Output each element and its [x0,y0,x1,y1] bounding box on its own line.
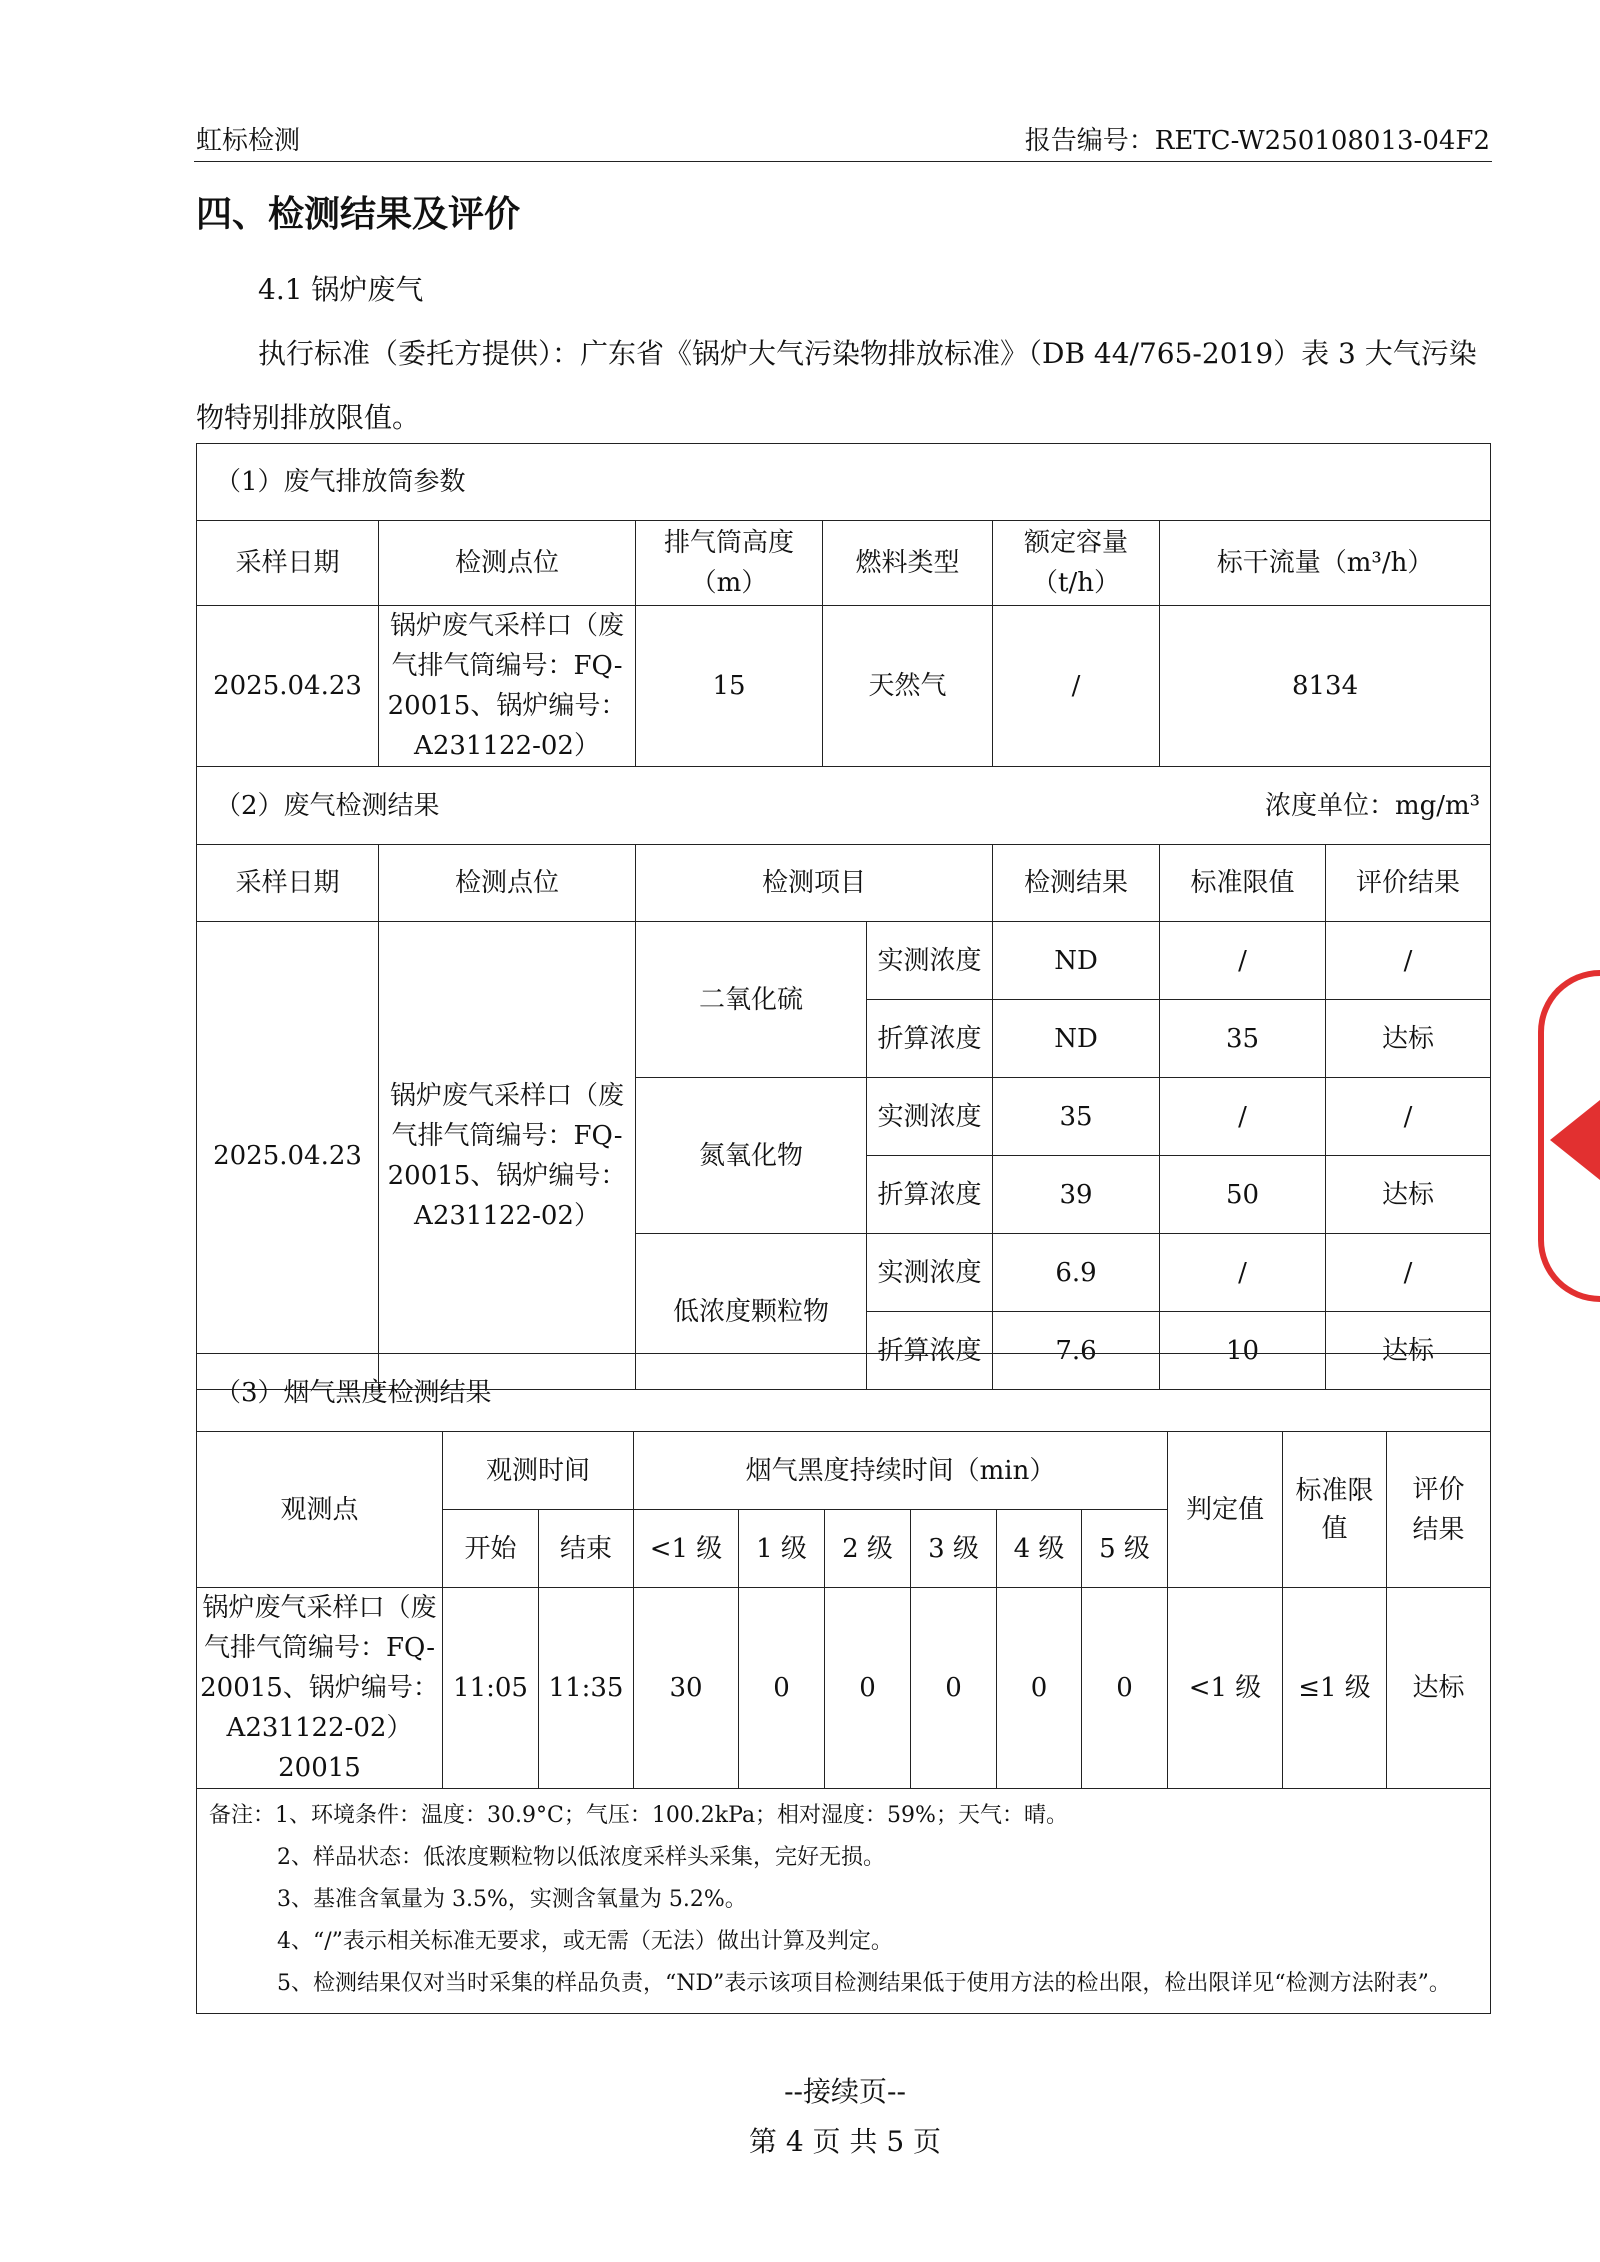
section-heading: 四、检测结果及评价 [196,194,521,235]
concentration-unit: 浓度单位：mg/m³ [1264,790,1481,821]
table-header: 1 级 [739,1510,825,1588]
table-cell: 0 [825,1588,911,1789]
table-header: 额定容量（t/h） [993,521,1160,606]
results-table-lower [196,1353,1491,2014]
table-cell: ND [993,922,1160,1000]
table-header: 开始 [443,1510,539,1588]
table-cell: 锅炉废气采样口（废气排气筒编号：FQ-20015、锅炉编号：A231122-02）20015 [197,1588,443,1789]
table-cell: 实测浓度 [867,1078,993,1156]
table-cell: ≤1 级 [1283,1588,1387,1789]
table-cell: 达标 [1326,1156,1491,1234]
table-cell: / [1160,922,1326,1000]
table-header: 观测点 [197,1432,443,1588]
table-cell: 35 [1160,1000,1326,1078]
table-cell: 35 [993,1078,1160,1156]
table-cell: / [1326,1078,1491,1156]
table-header: 燃料类型 [823,521,993,606]
table-cell: / [993,606,1160,767]
table-cell: 6.9 [993,1234,1160,1312]
table-cell: 15 [636,606,823,767]
table-cell: 折算浓度 [867,1312,993,1390]
section3-title: （3）烟气黑度检测结果 [197,1354,1491,1432]
table-header: 观测时间 [443,1432,634,1510]
table-cell: / [1160,1078,1326,1156]
table-cell: 0 [739,1588,825,1789]
table-cell: 39 [993,1156,1160,1234]
table-cell: 10 [1160,1312,1326,1390]
table-header: 检测点位 [379,845,636,922]
table-cell: 0 [911,1588,997,1789]
table-header: 5 级 [1082,1510,1168,1588]
table-cell: / [1160,1234,1326,1312]
table-cell: ND [993,1000,1160,1078]
table-header: 标干流量（m³/h） [1160,521,1491,606]
table-cell: 7.6 [993,1312,1160,1390]
note: 4、“/”表示相关标准无要求，或无需（无法）做出计算及判定。 [277,1929,893,1954]
table-cell: <1 级 [1168,1588,1283,1789]
notes-cell [197,1789,1491,2014]
table-cell: 低浓度颗粒物 [636,1234,867,1390]
table-cell: / [1326,922,1491,1000]
note: 备注：1、环境条件：温度：30.9°C；气压：100.2kPa；相对湿度：59%；天气：晴。 [209,1803,1068,1828]
header-company: 虹标检测 [196,126,301,156]
table-header: 标准限值 [1160,845,1326,922]
page-number: 第 4 页 共 5 页 [748,2125,942,2158]
table-cell: / [1326,1234,1491,1312]
table-header: 采样日期 [197,845,379,922]
table-header: 检测项目 [636,845,993,922]
header-divider [194,161,1492,162]
table-cell: 50 [1160,1156,1326,1234]
table-header: 结束 [539,1510,634,1588]
continued-marker: --接续页-- [784,2075,906,2108]
section2-title: （2）废气检测结果 [215,790,440,821]
table-cell: 11:35 [539,1588,634,1789]
table-header: 排气筒高度（m） [636,521,823,606]
table-cell: 实测浓度 [867,922,993,1000]
table-cell: 2025.04.23 [197,922,379,1390]
table-cell: 锅炉废气采样口（废气排气筒编号：FQ-20015、锅炉编号：A231122-02） [379,606,636,767]
table-header: 2 级 [825,1510,911,1588]
table-header: 标准限值 [1283,1432,1387,1588]
table-header: <1 级 [634,1510,739,1588]
table-cell: 达标 [1326,1312,1491,1390]
note: 2、样品状态：低浓度颗粒物以低浓度采样头采集，完好无损。 [277,1845,885,1870]
standard-paragraph: 执行标准（委托方提供）：广东省《锅炉大气污染物排放标准》（DB 44/765-2019）表 3 大气污染物特别排放限值。 [196,337,1477,434]
table-header: 评价结果 [1326,845,1491,922]
table-header: 判定值 [1168,1432,1283,1588]
table-cell: 11:05 [443,1588,539,1789]
table-cell: 氮氧化物 [636,1078,867,1234]
table-cell: 达标 [1387,1588,1491,1789]
table-cell: 30 [634,1588,739,1789]
table-cell: 锅炉废气采样口（废气排气筒编号：FQ-20015、锅炉编号：A231122-02） [379,922,636,1390]
seal-star-icon [1550,1100,1600,1180]
section1-title: （1）废气排放筒参数 [197,444,1491,521]
table-cell: 0 [997,1588,1082,1789]
header-report-number: 报告编号：RETC-W250108013-04F2 [1024,126,1490,156]
table-header: 烟气黑度持续时间（min） [634,1432,1168,1510]
table-cell: 天然气 [823,606,993,767]
section2-title-row [197,767,1491,845]
table-cell: 实测浓度 [867,1234,993,1312]
table-header: 检测结果 [993,845,1160,922]
table-cell: 二氧化硫 [636,922,867,1078]
subsection-heading: 4.1 锅炉废气 [258,273,424,306]
table-cell: 8134 [1160,606,1491,767]
table-cell: 2025.04.23 [197,606,379,767]
table-cell: 折算浓度 [867,1156,993,1234]
table-header: 采样日期 [197,521,379,606]
table-cell: 折算浓度 [867,1000,993,1078]
table-header: 评价结果 [1387,1432,1491,1588]
table-header: 4 级 [997,1510,1082,1588]
table-header: 检测点位 [379,521,636,606]
table-cell: 0 [1082,1588,1168,1789]
table-header: 3 级 [911,1510,997,1588]
results-table-upper [196,443,1491,1390]
note: 5、检测结果仅对当时采集的样品负责，“ND”表示该项目检测结果低于使用方法的检出限，检出限详见“检测方法附表”。 [277,1971,1451,1996]
table-cell: 达标 [1326,1000,1491,1078]
note: 3、基准含氧量为 3.5%，实测含氧量为 5.2%。 [277,1887,747,1912]
